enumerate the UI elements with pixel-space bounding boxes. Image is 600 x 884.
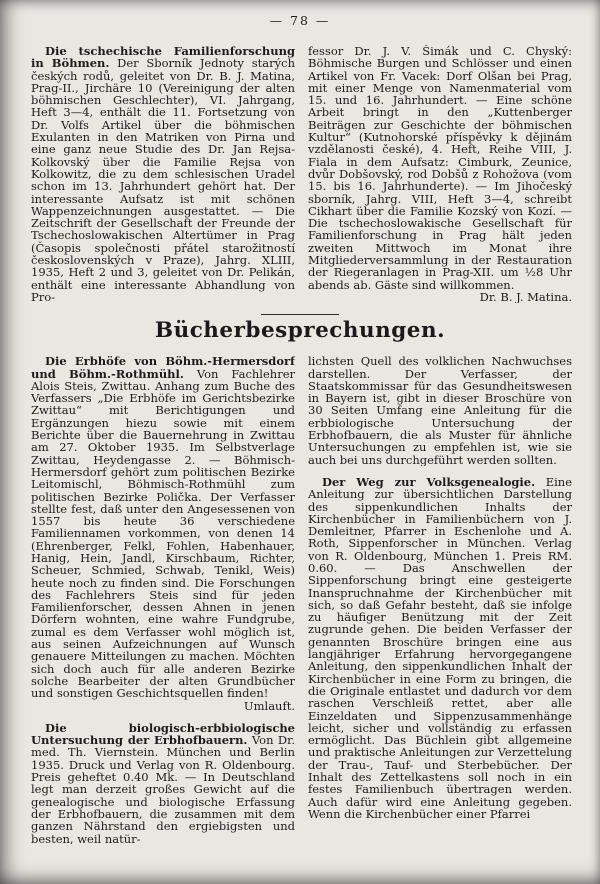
reviews-right-column bbox=[308, 355, 572, 845]
review-biologisch bbox=[31, 722, 295, 845]
review-volksgenealogie-body: Eine Anleitung zur übersichtlichen Darstellung des sippenkundlichen Inhalts der Kirchenbücher in Familienbüchern von J. Demleitner, Pfarrer in Eschenlohe und A. Roth, Sippenforscher in München. Verlag von R. Oldenbourg, München 1. Preis RM. 0.60. — Das Anschwellen der Sippenforschung bringt eine gesteigerte Inanspruchnahme der Kirchenbücher mit sich, so daß Gefahr besteht, daß sie infolge zu häufiger Benützung mit der Zeit zugrunde gehen. Die beiden Verfasser der genannten Broschüre bringen eine aus langjähriger Erfahrung hervorgegangene Anleitung, den sippenkundlichen Inhalt der Kirchenbücher in eine Form zu bringen, die die Originale entlastet und dadurch vor dem raschen Verschleiß rettet, aber alle Einzeldaten und Sippenzusammenhänge leicht, sicher und vollständig zu erfassen ermöglicht. Das Büchlein gibt allgemeine und praktische Anleitungen zur Verzettelung der Trau-, Tauf- und Sterbebücher. Der Inhalt des Zettelkastens soll noch in ein festes Familienbuch übertragen werden. Auch dafür wird eine Anleitung gegeben. Wenn die Kirchenbücher einer Pfarrei bbox=[308, 475, 572, 821]
review-erbhoefe-body: Von Fachlehrer Alois Steis, Zwittau. Anhang zum Buche des Verfassers „Die Erbhöfe im Gerichtsbezirke Zwittau“ mit Berichtigungen und Ergänzungen hiezu sowie mit einem Berichte über die Bauernehrung in Zwittau am 27. Oktober 1935. Im Selbstverlage Zwittau, Heydengasse 2. — Böhmisch-Hermersdorf gehört zum politischen Bezirke Leitomischl, Böhmisch-Rothmühl zum politischen Bezirke Polička. Der Verfasser stellte fest, daß unter den Angesessenen von 1557 bis heute 36 verschiedene Familiennamen vorkommen, von denen 14 (Ehrenberger, Felkl, Fohlen, Habenhauer, Hanig, Hein, Jandl, Kirschbaum, Richter, Scheuer, Schmied, Schwab, Tenikl, Weis) heute noch zu finden sind. Die Forschungen des Fachlehrers Steis sind für jeden Familienforscher, dessen Ahnen in jenen Dörfern wohnten, eine wahre Fundgrube, zumal es dem Verfasser wohl möglich ist, aus seinen Aufzeichnungen auf Wunsch genauere Mitteilungen zu machen. Möchten sich doch auch für alle anderen Bezirke solche Bearbeiter der alten Grundbücher und sonstigen Geschichtsquellen finden! bbox=[31, 366, 295, 701]
top-article-right-column bbox=[308, 45, 572, 303]
review-biologisch-body-right: lichsten Quell des volklichen Nachwuchses darstellen. Der Verfasser, der Staatskommissar für das Gesundheitswesen in Bayern ist, gibt in dieser Broschüre von 30 Seiten Umfang eine Anleitung für die erbbiologische Untersuchung der Erbhofbauern, die als Muster für ähnliche Untersuchungen zu empfehlen ist, wie sie auch bei uns durchgeführt werden sollten. bbox=[308, 355, 572, 466]
article-body-left: Der Sborník Jednoty starých českých rodů, geleitet von Dr. B. J. Matina, Prag-II., Jirchäre 10 (Vereinigung der alten böhmischen Geschlechter), VI. Jahrgang, Heft 3—4, enthält die 11. Fortsetzung von Dr. Volfs Artikel über die böhmischen Exulanten in den Matriken von Pirna und eine ganz neue Studie des Dr. Jan Rejsa-Kolkovský über die Familie Rejsa von Kolkowitz, die zu dem schlesischen Uradel schon im 13. Jahrhundert gehört hat. Der interessante Aufsatz ist mit schönen Wappenzeichnungen ausgestattet. — Die Zeitschrift der Gesellschaft der Freunde der Tschechoslowakischen Altertümer in Prag (Časopis společnosti přátel starožitností československých v Praze), Jahrg. XLIII, 1935, Heft 2 und 3, geleitet von Dr. Pelikán, enthält eine interessante Abhandlung von Pro- bbox=[31, 56, 295, 304]
review-erbhoefe-signature: Umlauft. bbox=[243, 698, 295, 712]
review-volksgenealogie-title: Der Weg zur Volksgenealogie. bbox=[322, 475, 536, 489]
top-article-left-column bbox=[31, 45, 295, 303]
article-author-signature: Dr. B. J. Matina. bbox=[479, 289, 572, 304]
article-body-right: fessor Dr. J. V. Šimák und C. Chyský: Böhmische Burgen und Schlösser und einen Artikel von Fr. Vacek: Dorf Olšan bei Prag, mit einer Menge von Namenmaterial vom 15. und 16. Jahrhundert. — Eine schöne Arbeit bringt in den „Kuttenberger Beiträgen zur Geschichte der böhmischen Kultur“ (Kutnohorské příspěvky k dějinám vzdělanosti české), 4. Heft, Reihe VIII, J. Fiala in dem Aufsatz: Cimburk, Zeunice, dvůr Dobšovský, rod Dobšů z Rohožova (vom 15. bis 16. Jahrhunderte). — Im Jihočeský sborník, Jahrg. VIII, Heft 3—4, schreibt Cikhart über die Familie Kozský von Kozí. — Die tschechoslowakische Gesellschaft für Familienforschung in Prag hält jeden zweiten Mittwoch im Monat ihre Mitgliederversammlung in der Restauration der Riegeranlagen in Prag-XII. um ½8 Uhr abends ab. Gäste sind willkommen. bbox=[308, 45, 572, 292]
review-erbhoefe bbox=[31, 355, 295, 712]
review-biologisch-title: Die biologisch-erbbiologische Untersuchung der Erbhofbauern. bbox=[31, 721, 295, 748]
section-heading: Bücherbesprechungen. bbox=[154, 318, 446, 344]
article-lead-title: Die tschechische Familienforschung in Böhmen. bbox=[31, 45, 295, 71]
top-article-paragraph-left bbox=[31, 45, 295, 303]
book-reviews bbox=[0, 355, 600, 845]
reviews-left-column bbox=[31, 355, 295, 845]
page-number: — 78 — bbox=[269, 13, 331, 28]
top-article-paragraph-right bbox=[308, 45, 572, 303]
top-article bbox=[0, 45, 600, 303]
review-volksgenealogie bbox=[308, 476, 572, 820]
review-erbhoefe-title: Die Erbhöfe von Böhm.-Hermersdorf und Böhm.-Rothmühl. bbox=[31, 355, 295, 381]
section-divider bbox=[261, 314, 339, 315]
review-biologisch-body-left: Von Dr. med. Th. Viernstein. München und Berlin 1935. Druck und Verlag von R. Oldenbourg. Preis geheftet 0.40 Mk. — In Deutschland legt man derzeit großes Gewicht auf die genealogische und biologische Erfassung der Erbhofbauern, die zusammen mit dem ganzen Nährstand den ergiebigsten und besten, weil natür- bbox=[31, 733, 295, 845]
review-biologisch-continuation bbox=[308, 355, 572, 466]
